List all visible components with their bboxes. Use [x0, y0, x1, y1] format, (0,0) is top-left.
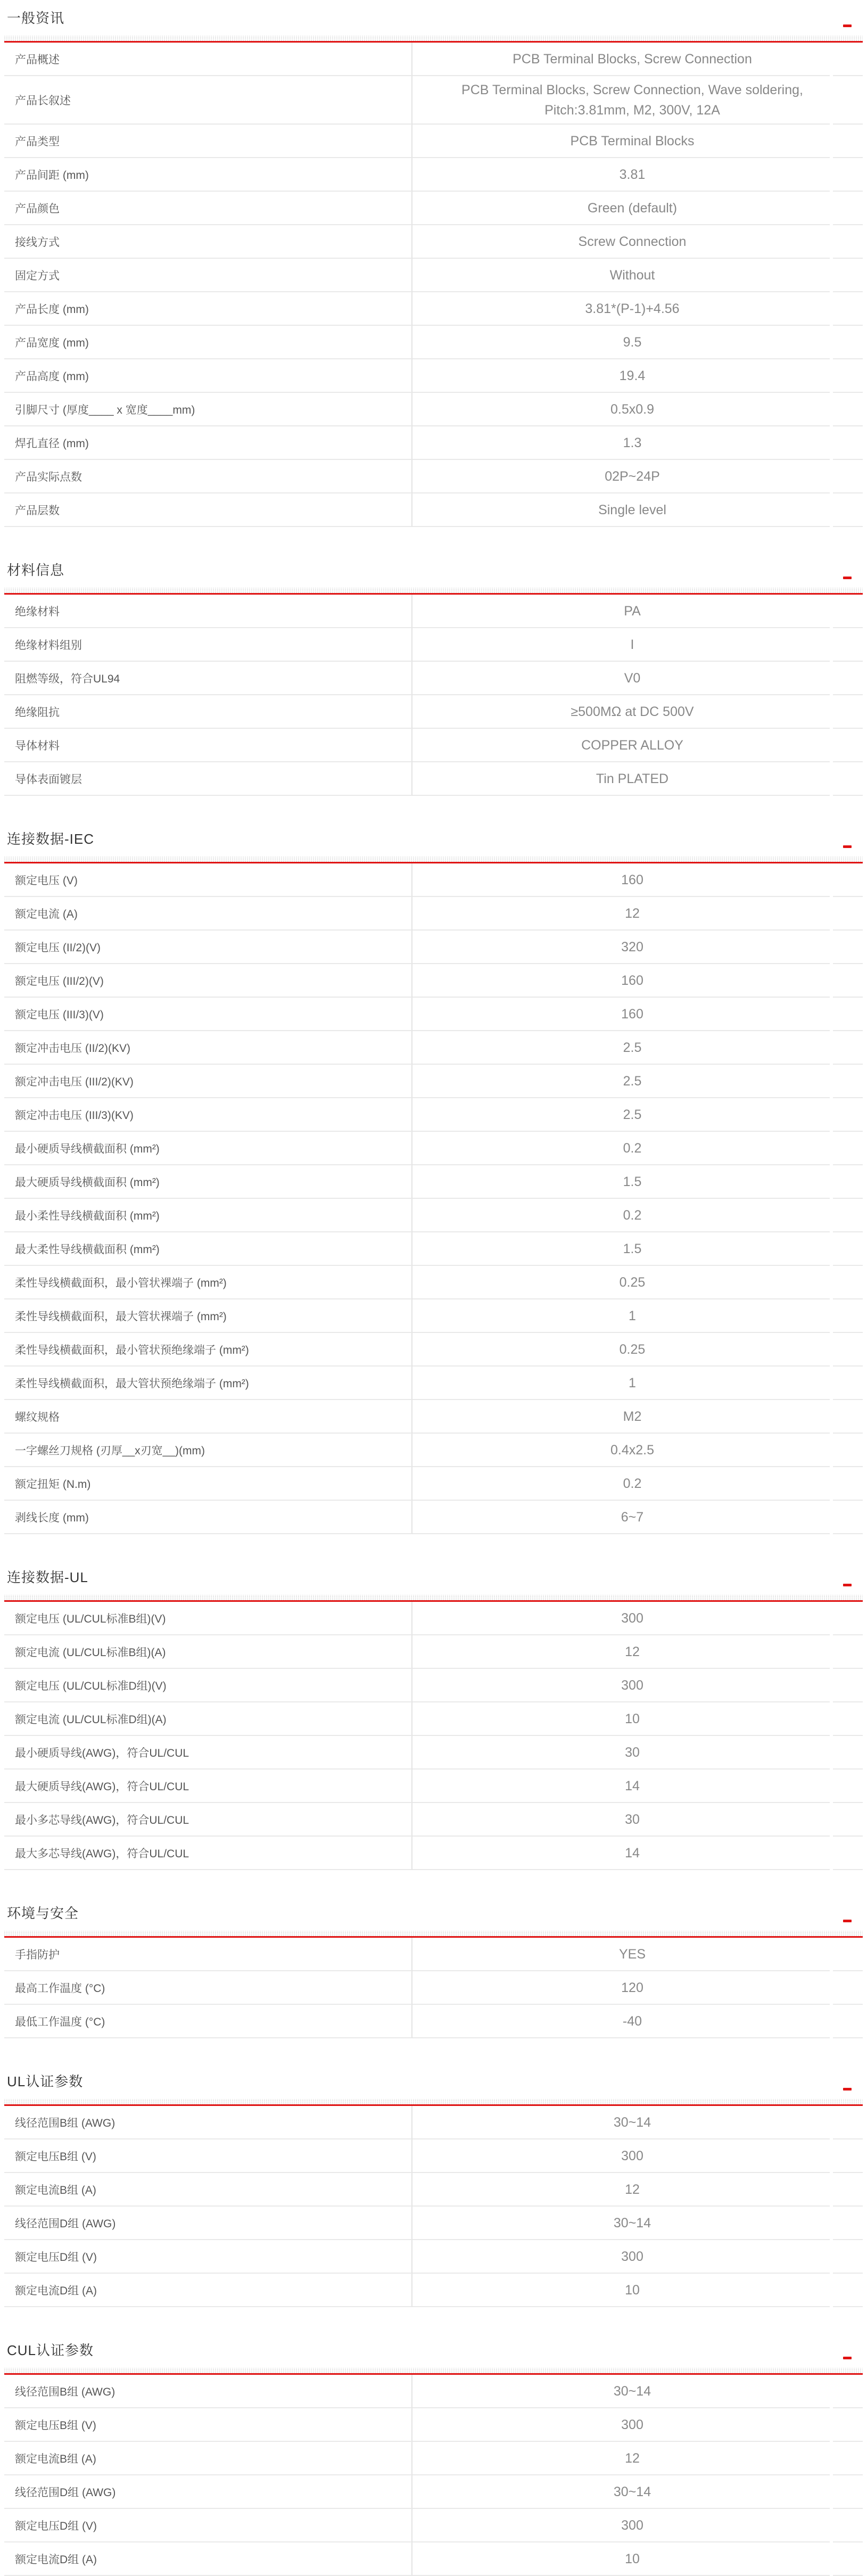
row-label: 最大柔性导线横截面积 (mm²)	[4, 1232, 412, 1266]
row-spacer	[833, 1971, 863, 2005]
row-label: 螺纹规格	[4, 1400, 412, 1434]
row-value: 0.2	[412, 1467, 830, 1501]
table-row	[4, 1266, 863, 1299]
table-row	[4, 2542, 863, 2576]
row-spacer	[833, 1299, 863, 1333]
row-label: 固定方式	[4, 259, 412, 292]
row-value: 19.4	[412, 359, 830, 393]
row-label: 绝缘材料	[4, 595, 412, 628]
row-value: 30~14	[412, 2475, 830, 2509]
row-value: 12	[412, 1635, 830, 1669]
product-spec-page	[4, 0, 863, 2576]
table-row	[4, 460, 863, 493]
row-value: 120	[412, 1971, 830, 2005]
spec-section	[4, 9, 863, 527]
row-spacer	[833, 292, 863, 326]
row-value: 2.5	[412, 1098, 830, 1132]
row-spacer	[833, 2173, 863, 2207]
row-value: 0.4x2.5	[412, 1434, 830, 1467]
row-value: Single level	[412, 493, 830, 527]
row-spacer	[833, 964, 863, 998]
row-spacer	[833, 1065, 863, 1098]
row-spacer	[833, 2375, 863, 2408]
table-row	[4, 393, 863, 426]
spec-section	[4, 2341, 863, 2576]
row-spacer	[833, 426, 863, 460]
row-value: PCB Terminal Blocks	[412, 125, 830, 158]
row-spacer	[833, 2509, 863, 2542]
table-row	[4, 2442, 863, 2475]
row-label: 产品宽度 (mm)	[4, 326, 412, 359]
table-row	[4, 1031, 863, 1065]
table-row	[4, 2375, 863, 2408]
row-spacer	[833, 1232, 863, 1266]
table-row	[4, 2509, 863, 2542]
row-value: 300	[412, 2408, 830, 2442]
header-texture-band	[4, 2368, 863, 2373]
table-row	[4, 2139, 863, 2173]
row-spacer	[833, 2106, 863, 2139]
row-label: 额定电流D组 (A)	[4, 2274, 412, 2307]
row-value: COPPER ALLOY	[412, 729, 830, 762]
table-row	[4, 225, 863, 259]
collapse-minus-icon[interactable]	[843, 845, 852, 848]
table-row	[4, 76, 863, 125]
row-value: 14	[412, 1837, 830, 1870]
table-row	[4, 762, 863, 796]
table-row	[4, 897, 863, 931]
row-label: 绝缘阻抗	[4, 695, 412, 729]
table-row	[4, 729, 863, 762]
row-value: I	[412, 628, 830, 662]
table-row	[4, 1837, 863, 1870]
table-row	[4, 695, 863, 729]
row-label: 额定电压D组 (V)	[4, 2509, 412, 2542]
row-value: Without	[412, 259, 830, 292]
table-row	[4, 662, 863, 695]
spec-table	[4, 43, 863, 527]
row-spacer	[833, 1501, 863, 1534]
table-row	[4, 292, 863, 326]
row-value: -40	[412, 2005, 830, 2038]
row-label: 额定冲击电压 (II/2)(KV)	[4, 1031, 412, 1065]
spec-table	[4, 1602, 863, 1870]
row-label: 导体材料	[4, 729, 412, 762]
table-row	[4, 1467, 863, 1501]
row-label: 绝缘材料组别	[4, 628, 412, 662]
row-spacer	[833, 628, 863, 662]
row-label: 额定电压B组 (V)	[4, 2408, 412, 2442]
table-row	[4, 326, 863, 359]
row-label: 最低工作温度 (°C)	[4, 2005, 412, 2038]
row-spacer	[833, 1669, 863, 1702]
collapse-minus-icon[interactable]	[843, 1920, 852, 1922]
section-title: UL认证参数	[7, 2073, 84, 2089]
row-value: M2	[412, 1400, 830, 1434]
section-header	[4, 2072, 863, 2091]
table-row	[4, 964, 863, 998]
table-row	[4, 2274, 863, 2307]
header-texture-band	[4, 2099, 863, 2104]
table-row	[4, 1501, 863, 1534]
table-row	[4, 192, 863, 225]
row-label: 最高工作温度 (°C)	[4, 1971, 412, 2005]
row-spacer	[833, 897, 863, 931]
row-spacer	[833, 595, 863, 628]
row-spacer	[833, 1736, 863, 1770]
row-label: 阻燃等级，符合UL94	[4, 662, 412, 695]
row-spacer	[833, 998, 863, 1031]
row-value: YES	[412, 1938, 830, 1971]
row-value: 1.3	[412, 426, 830, 460]
section-title: 一般资讯	[7, 10, 65, 26]
row-spacer	[833, 359, 863, 393]
row-spacer	[833, 259, 863, 292]
spec-table	[4, 595, 863, 796]
row-label: 手指防护	[4, 1938, 412, 1971]
row-spacer	[833, 1803, 863, 1837]
row-spacer	[833, 1266, 863, 1299]
row-value: 6~7	[412, 1501, 830, 1534]
row-label: 额定冲击电压 (III/3)(KV)	[4, 1098, 412, 1132]
row-label: 额定电压 (III/3)(V)	[4, 998, 412, 1031]
row-label: 额定电流 (UL/CUL标准B组)(A)	[4, 1635, 412, 1669]
row-value: 160	[412, 964, 830, 998]
row-label: 产品高度 (mm)	[4, 359, 412, 393]
row-spacer	[833, 1199, 863, 1232]
row-value: 300	[412, 1602, 830, 1635]
table-row	[4, 863, 863, 897]
header-texture-band	[4, 1931, 863, 1936]
table-row	[4, 359, 863, 393]
section-header	[4, 2341, 863, 2360]
row-label: 额定电流 (UL/CUL标准D组)(A)	[4, 1702, 412, 1736]
row-spacer	[833, 493, 863, 527]
row-label: 额定电流B组 (A)	[4, 2173, 412, 2207]
table-row	[4, 43, 863, 76]
row-value: 1	[412, 1299, 830, 1333]
row-label: 柔性导线横截面积，最小管状预绝缘端子 (mm²)	[4, 1333, 412, 1367]
row-value: 10	[412, 2542, 830, 2576]
row-spacer	[833, 2139, 863, 2173]
section-title: 材料信息	[7, 562, 65, 578]
row-value: 1	[412, 1367, 830, 1400]
row-spacer	[833, 1770, 863, 1803]
collapse-minus-icon[interactable]	[843, 577, 852, 579]
table-row	[4, 1333, 863, 1367]
row-label: 线径范围B组 (AWG)	[4, 2375, 412, 2408]
row-value: 12	[412, 2173, 830, 2207]
table-row	[4, 1736, 863, 1770]
collapse-minus-icon[interactable]	[843, 2088, 852, 2091]
row-value: 300	[412, 2509, 830, 2542]
table-row	[4, 2240, 863, 2274]
table-row	[4, 1098, 863, 1132]
row-value: 160	[412, 998, 830, 1031]
table-row	[4, 426, 863, 460]
table-row	[4, 2005, 863, 2038]
row-value: 0.25	[412, 1333, 830, 1367]
row-spacer	[833, 2274, 863, 2307]
row-value: 0.5x0.9	[412, 393, 830, 426]
row-spacer	[833, 2408, 863, 2442]
table-row	[4, 1702, 863, 1736]
row-label: 额定电压B组 (V)	[4, 2139, 412, 2173]
row-label: 最小硬质导线(AWG)，符合UL/CUL	[4, 1736, 412, 1770]
row-spacer	[833, 192, 863, 225]
table-row	[4, 493, 863, 527]
section-header	[4, 9, 863, 28]
spec-section	[4, 561, 863, 796]
row-spacer	[833, 1837, 863, 1870]
table-row	[4, 2106, 863, 2139]
row-value: 0.25	[412, 1266, 830, 1299]
row-label: 最大硬质导线(AWG)，符合UL/CUL	[4, 1770, 412, 1803]
row-value: 12	[412, 2442, 830, 2475]
spec-section	[4, 1904, 863, 2038]
row-value: 1.5	[412, 1165, 830, 1199]
row-spacer	[833, 158, 863, 192]
row-value: 2.5	[412, 1031, 830, 1065]
row-label: 线径范围D组 (AWG)	[4, 2207, 412, 2240]
row-value: ≥500MΩ at DC 500V	[412, 695, 830, 729]
section-title: 连接数据-IEC	[7, 831, 95, 847]
row-label: 产品概述	[4, 43, 412, 76]
header-texture-band	[4, 36, 863, 41]
row-value: 30~14	[412, 2106, 830, 2139]
row-spacer	[833, 1367, 863, 1400]
table-row	[4, 1299, 863, 1333]
table-row	[4, 2475, 863, 2509]
row-spacer	[833, 1400, 863, 1434]
row-value: 02P~24P	[412, 460, 830, 493]
row-spacer	[833, 76, 863, 125]
row-value: 160	[412, 863, 830, 897]
row-value: 0.2	[412, 1132, 830, 1165]
row-value: 30~14	[412, 2207, 830, 2240]
row-label: 产品间距 (mm)	[4, 158, 412, 192]
row-label: 额定电压D组 (V)	[4, 2240, 412, 2274]
row-spacer	[833, 1165, 863, 1199]
spec-section	[4, 829, 863, 1534]
row-value: 30	[412, 1803, 830, 1837]
table-row	[4, 628, 863, 662]
row-spacer	[833, 1602, 863, 1635]
row-label: 最小硬质导线横截面积 (mm²)	[4, 1132, 412, 1165]
row-label: 焊孔直径 (mm)	[4, 426, 412, 460]
table-row	[4, 1165, 863, 1199]
row-spacer	[833, 1938, 863, 1971]
section-header	[4, 1568, 863, 1587]
row-label: 额定电流B组 (A)	[4, 2442, 412, 2475]
row-spacer	[833, 695, 863, 729]
row-label: 最小柔性导线横截面积 (mm²)	[4, 1199, 412, 1232]
row-label: 线径范围D组 (AWG)	[4, 2475, 412, 2509]
row-value: 10	[412, 1702, 830, 1736]
row-value: 2.5	[412, 1065, 830, 1098]
header-texture-band	[4, 857, 863, 862]
row-spacer	[833, 1702, 863, 1736]
row-label: 额定电压 (II/2)(V)	[4, 931, 412, 964]
row-label: 产品实际点数	[4, 460, 412, 493]
row-value: PCB Terminal Blocks, Screw Connection, Wave soldering, Pitch:3.81mm, M2, 300V, 12A	[412, 76, 830, 125]
row-value: Screw Connection	[412, 225, 830, 259]
row-label: 额定电压 (III/2)(V)	[4, 964, 412, 998]
table-row	[4, 1065, 863, 1098]
row-spacer	[833, 2005, 863, 2038]
table-row	[4, 2207, 863, 2240]
row-spacer	[833, 729, 863, 762]
table-row	[4, 2173, 863, 2207]
row-label: 产品长叙述	[4, 76, 412, 125]
row-value: PA	[412, 595, 830, 628]
row-label: 导体表面镀层	[4, 762, 412, 796]
row-spacer	[833, 2475, 863, 2509]
table-row	[4, 1367, 863, 1400]
spec-section	[4, 1568, 863, 1870]
row-value: 320	[412, 931, 830, 964]
table-row	[4, 595, 863, 628]
row-value: PCB Terminal Blocks, Screw Connection	[412, 43, 830, 76]
row-value: 300	[412, 2139, 830, 2173]
row-spacer	[833, 931, 863, 964]
row-label: 柔性导线横截面积，最大管状预绝缘端子 (mm²)	[4, 1367, 412, 1400]
row-label: 额定扭矩 (N.m)	[4, 1467, 412, 1501]
row-value: Green (default)	[412, 192, 830, 225]
row-value: 14	[412, 1770, 830, 1803]
row-spacer	[833, 2207, 863, 2240]
spec-table	[4, 863, 863, 1534]
row-label: 柔性导线横截面积，最小管状裸端子 (mm²)	[4, 1266, 412, 1299]
table-row	[4, 259, 863, 292]
row-label: 产品长度 (mm)	[4, 292, 412, 326]
table-row	[4, 1938, 863, 1971]
row-label: 线径范围B组 (AWG)	[4, 2106, 412, 2139]
table-row	[4, 931, 863, 964]
row-value: 10	[412, 2274, 830, 2307]
section-title: 连接数据-UL	[7, 1569, 88, 1585]
row-label: 产品颜色	[4, 192, 412, 225]
row-spacer	[833, 1098, 863, 1132]
table-row	[4, 125, 863, 158]
row-label: 额定电流D组 (A)	[4, 2542, 412, 2576]
row-value: 300	[412, 1669, 830, 1702]
spec-table	[4, 1938, 863, 2038]
row-spacer	[833, 1333, 863, 1367]
row-value: 3.81*(P-1)+4.56	[412, 292, 830, 326]
row-label: 产品层数	[4, 493, 412, 527]
row-value: 1.5	[412, 1232, 830, 1266]
row-spacer	[833, 393, 863, 426]
row-label: 额定电流 (A)	[4, 897, 412, 931]
row-value: 3.81	[412, 158, 830, 192]
row-label: 剥线长度 (mm)	[4, 1501, 412, 1534]
section-title: CUL认证参数	[7, 2342, 94, 2358]
row-value: 30	[412, 1736, 830, 1770]
row-label: 最大多芯导线(AWG)，符合UL/CUL	[4, 1837, 412, 1870]
row-spacer	[833, 662, 863, 695]
table-row	[4, 1132, 863, 1165]
row-spacer	[833, 225, 863, 259]
row-spacer	[833, 1635, 863, 1669]
table-row	[4, 1971, 863, 2005]
row-spacer	[833, 2542, 863, 2576]
spec-section	[4, 2072, 863, 2307]
spec-table	[4, 2106, 863, 2307]
row-spacer	[833, 863, 863, 897]
row-label: 额定电压 (UL/CUL标准B组)(V)	[4, 1602, 412, 1635]
row-value: 300	[412, 2240, 830, 2274]
row-spacer	[833, 1467, 863, 1501]
table-row	[4, 1770, 863, 1803]
section-title: 环境与安全	[7, 1905, 79, 1921]
section-header	[4, 829, 863, 849]
row-label: 额定冲击电压 (III/2)(KV)	[4, 1065, 412, 1098]
row-spacer	[833, 460, 863, 493]
section-header	[4, 1904, 863, 1923]
header-texture-band	[4, 1595, 863, 1600]
collapse-minus-icon[interactable]	[843, 24, 852, 27]
row-spacer	[833, 762, 863, 796]
row-label: 额定电压 (V)	[4, 863, 412, 897]
row-spacer	[833, 1132, 863, 1165]
row-spacer	[833, 2240, 863, 2274]
collapse-minus-icon[interactable]	[843, 2357, 852, 2359]
table-row	[4, 1602, 863, 1635]
row-spacer	[833, 1434, 863, 1467]
row-spacer	[833, 43, 863, 76]
table-row	[4, 998, 863, 1031]
row-label: 一字螺丝刀规格 (刃厚__x刃宽__)(mm)	[4, 1434, 412, 1467]
header-texture-band	[4, 588, 863, 593]
row-label: 额定电压 (UL/CUL标准D组)(V)	[4, 1669, 412, 1702]
row-label: 接线方式	[4, 225, 412, 259]
table-row	[4, 1400, 863, 1434]
collapse-minus-icon[interactable]	[843, 1584, 852, 1586]
row-value: V0	[412, 662, 830, 695]
row-label: 最大硬质导线横截面积 (mm²)	[4, 1165, 412, 1199]
table-row	[4, 1199, 863, 1232]
row-label: 柔性导线横截面积，最大管状裸端子 (mm²)	[4, 1299, 412, 1333]
table-row	[4, 1669, 863, 1702]
table-row	[4, 1803, 863, 1837]
section-header	[4, 561, 863, 580]
row-spacer	[833, 125, 863, 158]
table-row	[4, 1232, 863, 1266]
row-value: 0.2	[412, 1199, 830, 1232]
table-row	[4, 1434, 863, 1467]
row-value: 12	[412, 897, 830, 931]
row-spacer	[833, 2442, 863, 2475]
row-spacer	[833, 326, 863, 359]
spec-table	[4, 2375, 863, 2576]
row-label: 最小多芯导线(AWG)，符合UL/CUL	[4, 1803, 412, 1837]
row-value: 9.5	[412, 326, 830, 359]
table-row	[4, 158, 863, 192]
row-label: 引脚尺寸 (厚度____ x 宽度____mm)	[4, 393, 412, 426]
row-value: Tin PLATED	[412, 762, 830, 796]
row-value: 30~14	[412, 2375, 830, 2408]
row-label: 产品类型	[4, 125, 412, 158]
table-row	[4, 2408, 863, 2442]
row-spacer	[833, 1031, 863, 1065]
table-row	[4, 1635, 863, 1669]
